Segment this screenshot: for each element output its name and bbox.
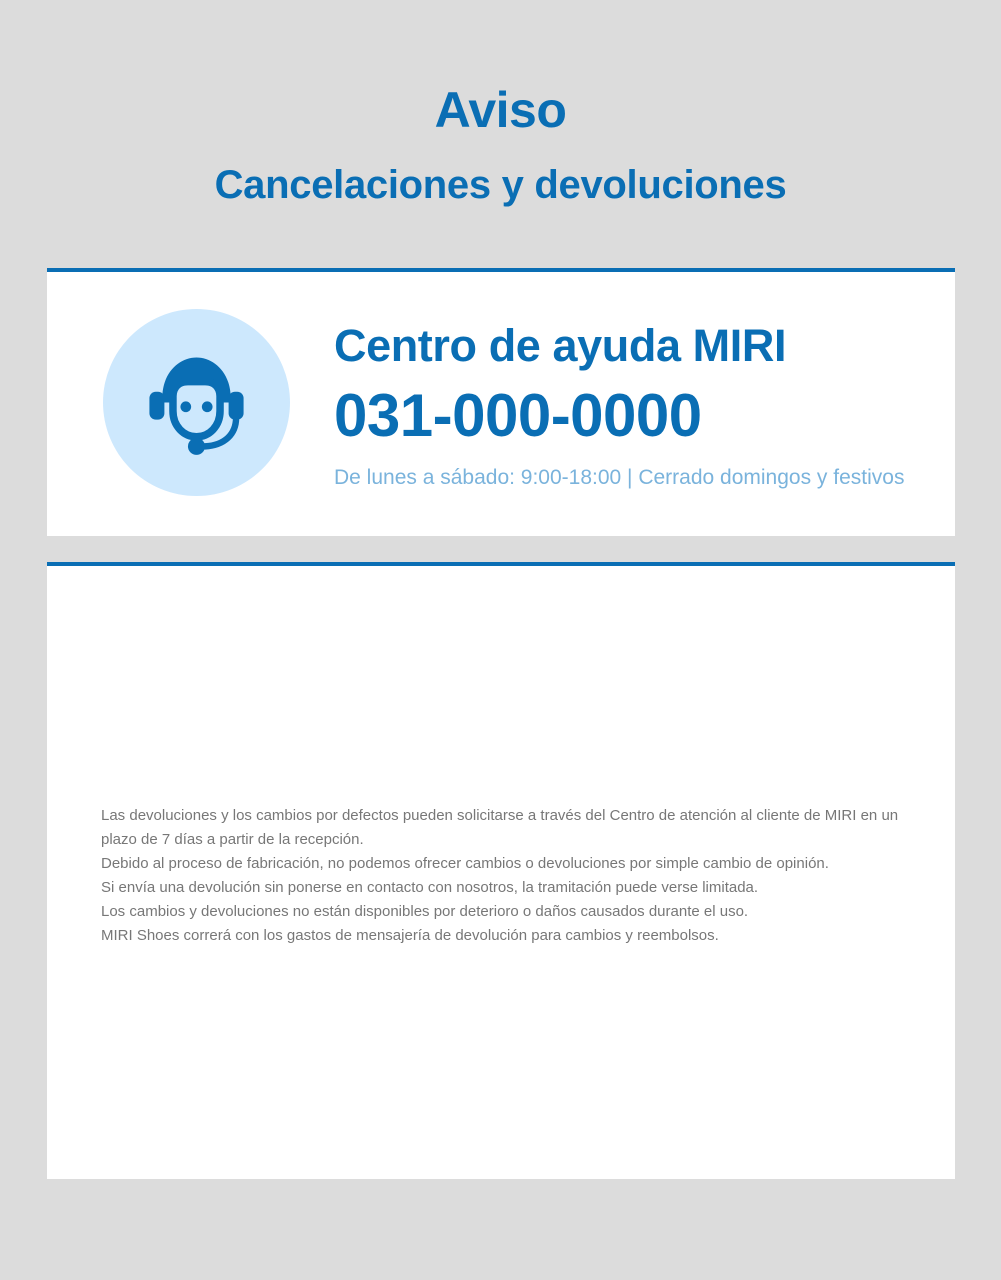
notice-line: Si envía una devolución sin ponerse en contacto con nosotros, la tramitación puede verse limitada. — [101, 879, 759, 896]
notice-line: Las devoluciones y los cambios por defectos pueden solicitarse a través del Centro de atención al cliente de MIRI en un plazo de 7 días a partir de la recepción. — [101, 807, 899, 848]
notice-line: Los cambios y devoluciones no están disponibles por deterioro o daños causados durante el uso. — [101, 903, 749, 920]
notice-line: Debido al proceso de fabricación, no podemos ofrecer cambios o devoluciones por simple cambio de opinión. — [101, 855, 829, 872]
page-subtitle: Cancelaciones y devoluciones — [214, 163, 787, 207]
customer-support-headset-icon — [143, 349, 250, 456]
help-center-phone: 031-000-0000 — [334, 382, 702, 449]
page-title: Aviso — [434, 82, 567, 138]
help-center-title: Centro de ayuda MIRI — [334, 320, 787, 371]
notice-line: MIRI Shoes correrá con los gastos de mensajería de devolución para cambios y reembolsos. — [101, 927, 719, 944]
help-center-card — [47, 268, 955, 536]
notice-text — [101, 804, 911, 948]
help-center-hours: De lunes a sábado: 9:00-18:00 | Cerrado domingos y festivos — [334, 466, 905, 489]
support-avatar — [103, 309, 290, 496]
notice-card — [47, 562, 955, 1179]
